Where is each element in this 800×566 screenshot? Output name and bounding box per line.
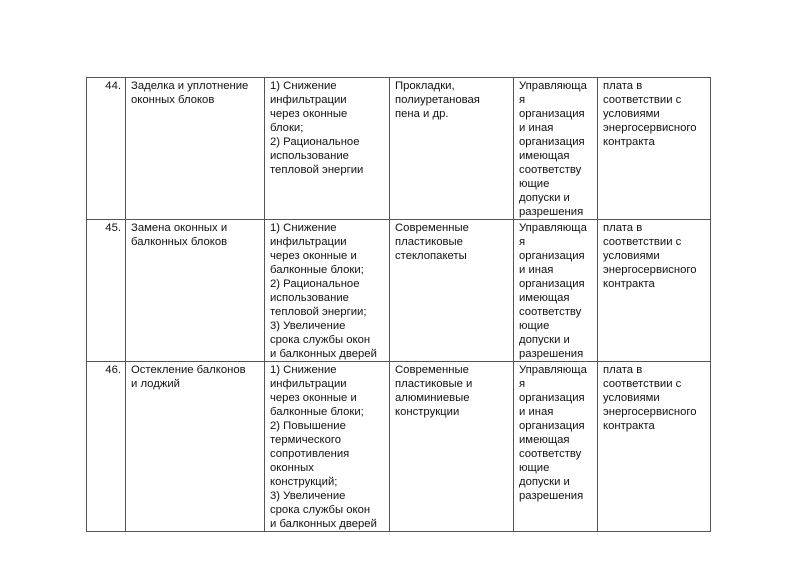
work-name: Замена оконных и балконных блоков <box>126 220 265 362</box>
row-number: 45. <box>87 220 126 362</box>
table-row <box>87 78 711 220</box>
materials: Современные пластиковые стеклопакеты <box>390 220 514 362</box>
executor: Управляюща я организация и иная организация имеющая соответству ющие допуски и разрешения <box>514 220 598 362</box>
table-row <box>87 220 711 362</box>
measures-table <box>86 77 711 532</box>
effect: 1) Снижение инфильтрации через оконные и балконные блоки; 2) Повышение термического сопротивления оконных конструкций; 3) Увеличение срока службы окон и балконных дверей <box>265 362 390 532</box>
row-number: 44. <box>87 78 126 220</box>
table-row <box>87 362 711 532</box>
materials: Современные пластиковые и алюминиевые конструкции <box>390 362 514 532</box>
payment: плата в соответствии с условиями энергосервисного контракта <box>598 362 711 532</box>
executor: Управляюща я организация и иная организация имеющая соответству ющие допуски и разрешения <box>514 78 598 220</box>
materials: Прокладки, полиуретановая пена и др. <box>390 78 514 220</box>
effect: 1) Снижение инфильтрации через оконные и балконные блоки; 2) Рациональное использование тепловой энергии; 3) Увеличение срока службы окон и балконных дверей <box>265 220 390 362</box>
executor: Управляюща я организация и иная организация имеющая соответству ющие допуски и разрешения <box>514 362 598 532</box>
payment: плата в соответствии с условиями энергосервисного контракта <box>598 220 711 362</box>
row-number: 46. <box>87 362 126 532</box>
work-name: Заделка и уплотнение оконных блоков <box>126 78 265 220</box>
payment: плата в соответствии с условиями энергосервисного контракта <box>598 78 711 220</box>
work-name: Остекление балконов и лоджий <box>126 362 265 532</box>
effect: 1) Снижение инфильтрации через оконные блоки; 2) Рациональное использование тепловой энергии <box>265 78 390 220</box>
